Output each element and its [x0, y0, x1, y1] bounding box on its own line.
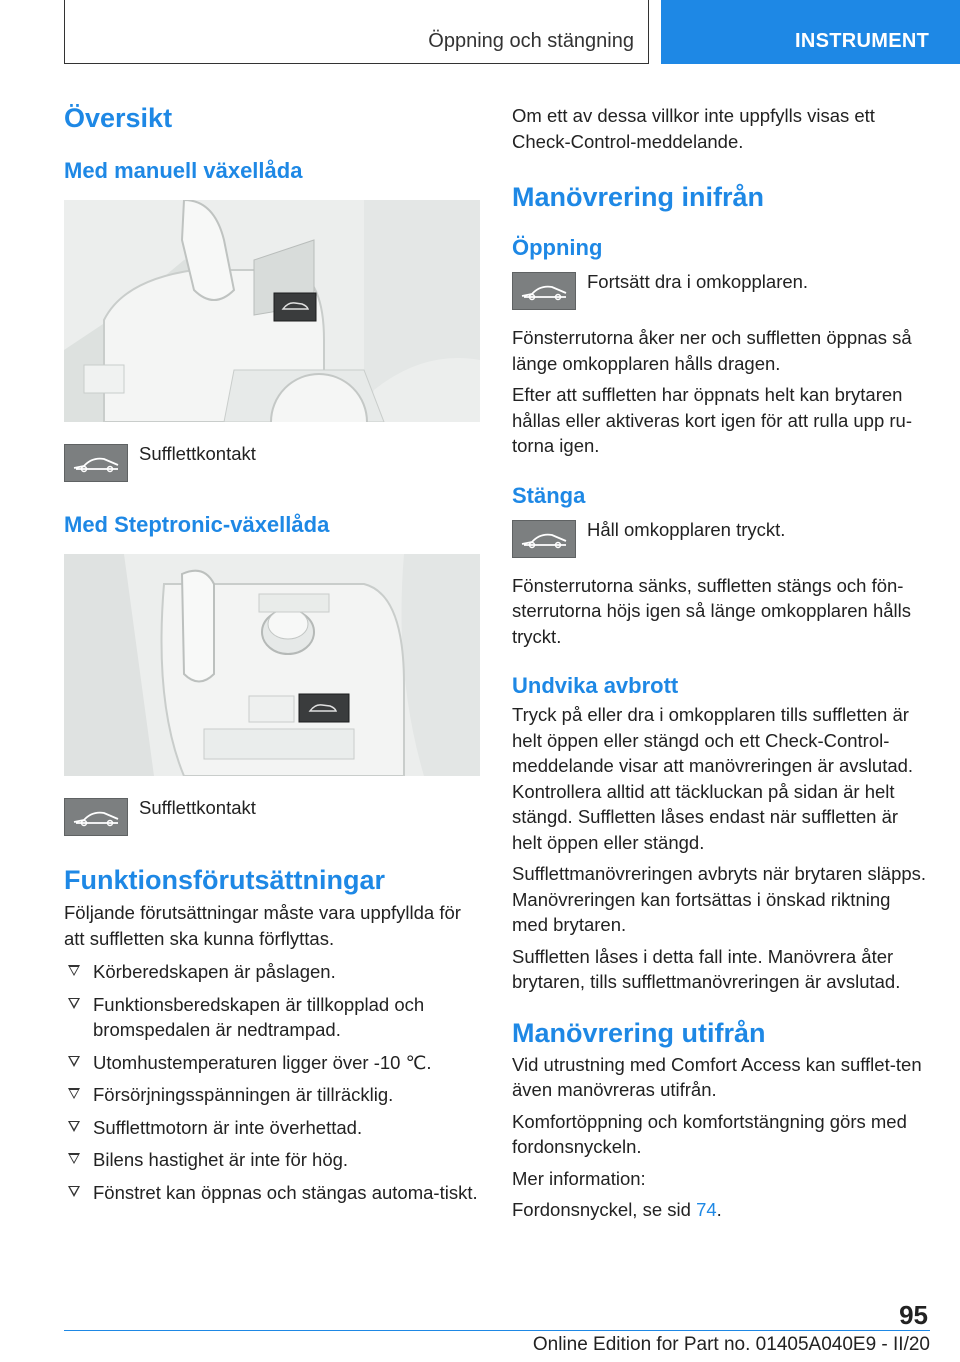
reference-end: . — [716, 1199, 722, 1220]
list-item: Sufflettmotorn är inte överhettad. — [64, 1115, 482, 1141]
opening-paragraph-2: Efter att suffletten har öppnats helt kan brytaren hållas eller aktiveras kort igen för att rulla upp ru-torna igen. — [512, 384, 912, 456]
reference-text: Fordonsnyckel, se sid — [512, 1199, 697, 1220]
right-column — [512, 100, 930, 1223]
opening-symbol-row — [512, 272, 930, 310]
section-title: Öppning och stängning — [428, 30, 634, 52]
list-item: Funktionsberedskapen är tillkopplad och bromspedalen är nedtrampad. — [64, 992, 482, 1043]
steptronic-selector-photo — [64, 554, 480, 776]
triangle-bullet-icon — [68, 1186, 80, 1197]
outside-operation-heading: Manövrering utifrån — [512, 1017, 766, 1048]
footer-edition-text: Online Edition for Part no. 01405A040E9 - II/20 — [532, 1334, 930, 1355]
manual-symbol-label: Sufflettkontakt — [139, 443, 256, 464]
outside-paragraph-2: Komfortöppning och komfortstängning görs med fordonsnyckeln. — [512, 1110, 907, 1157]
manual-symbol-row — [64, 444, 482, 482]
manual-gearbox-heading: Med manuell växellåda — [64, 158, 303, 183]
closing-heading: Stänga — [512, 482, 586, 508]
overview-title: Översikt — [64, 103, 173, 133]
convertible-symbol-icon — [512, 520, 576, 558]
steptronic-symbol-label: Sufflettkontakt — [139, 797, 256, 818]
outside-paragraph-3: Mer information: — [512, 1167, 646, 1189]
triangle-bullet-icon — [68, 1088, 80, 1099]
chapter-tab-label: INSTRUMENT — [795, 30, 930, 52]
list-item: Försörjningsspänningen är tillräcklig. — [64, 1082, 482, 1108]
list-item: Utomhustemperaturen ligger över -10 ℃. — [64, 1050, 482, 1076]
conditions-intro: Följande förutsättningar måste vara uppfyllda för att suffletten ska kunna förflyttas. — [64, 902, 461, 949]
vehicle-key-reference — [512, 1197, 930, 1223]
page-reference-link[interactable]: 74 — [696, 1199, 717, 1220]
avoid-paragraph-2: Sufflettmanövreringen avbryts när brytaren släpps. Manövreringen kan fortsättas i önskad riktning med brytaren. — [512, 863, 927, 935]
avoid-paragraph-3: Suffletten låses i detta fall inte. Manövrera åter brytaren, tills sufflettmanövreringen är avslutad. — [512, 945, 901, 992]
convertible-symbol-icon — [512, 272, 576, 310]
triangle-bullet-icon — [68, 965, 80, 976]
steptronic-symbol-row — [64, 798, 482, 836]
opening-heading: Öppning — [512, 235, 603, 260]
footer-divider — [64, 1330, 930, 1331]
outside-paragraph-1: Vid utrustning med Comfort Access kan sufflet-ten även manövreras utifrån. — [512, 1053, 922, 1100]
conditions-list — [64, 959, 482, 1205]
triangle-bullet-icon — [68, 1153, 80, 1164]
list-item: Fönstret kan öppnas och stängas automa-tiskt. — [64, 1180, 482, 1206]
left-column — [64, 100, 482, 1212]
steptronic-heading: Med Steptronic-växellåda — [64, 512, 330, 537]
convertible-symbol-icon — [64, 798, 128, 836]
list-item: Körberedskapen är påslagen. — [64, 959, 482, 985]
page-number: 95 — [899, 1300, 928, 1330]
closing-paragraph-1: Fönsterrutorna sänks, suffletten stängs och fön-sterrutorna höjs igen så länge omkopplaren hålls tryckt. — [512, 574, 912, 647]
triangle-bullet-icon — [68, 1056, 80, 1067]
check-control-intro: Om ett av dessa villkor inte uppfylls visas ett Check-Control-meddelande. — [512, 105, 875, 152]
triangle-bullet-icon — [68, 998, 80, 1009]
triangle-bullet-icon — [68, 1121, 80, 1132]
convertible-symbol-icon — [64, 444, 128, 482]
manual-gearshift-photo — [64, 200, 480, 422]
inside-operation-heading: Manövrering inifrån — [512, 182, 765, 212]
opening-symbol-text: Fortsätt dra i omkopplaren. — [587, 271, 809, 292]
chapter-tab[interactable] — [661, 0, 960, 64]
opening-paragraph-1: Fönsterrutorna åker ner och suffletten öppnas så länge omkopplaren hålls dragen. — [512, 327, 912, 374]
avoid-paragraph-1: Tryck på eller dra i omkopplaren tills suffletten är helt öppen eller stängd och ett Check-Control-meddelande visar att manövreringen är avslutad. Kontrollera alltid att täckluckan på sidan är helt stängd. Suffletten låses endast när suffletten är helt öppen eller stängd. — [512, 704, 914, 853]
avoid-interruption-heading: Undvika avbrott — [512, 673, 679, 698]
list-item: Bilens hastighet är inte för hög. — [64, 1147, 482, 1173]
closing-symbol-text: Håll omkopplaren tryckt. — [587, 518, 786, 540]
closing-symbol-row — [512, 520, 930, 558]
header-section-box — [64, 0, 649, 64]
conditions-heading: Funktionsförutsättningar — [64, 865, 385, 895]
